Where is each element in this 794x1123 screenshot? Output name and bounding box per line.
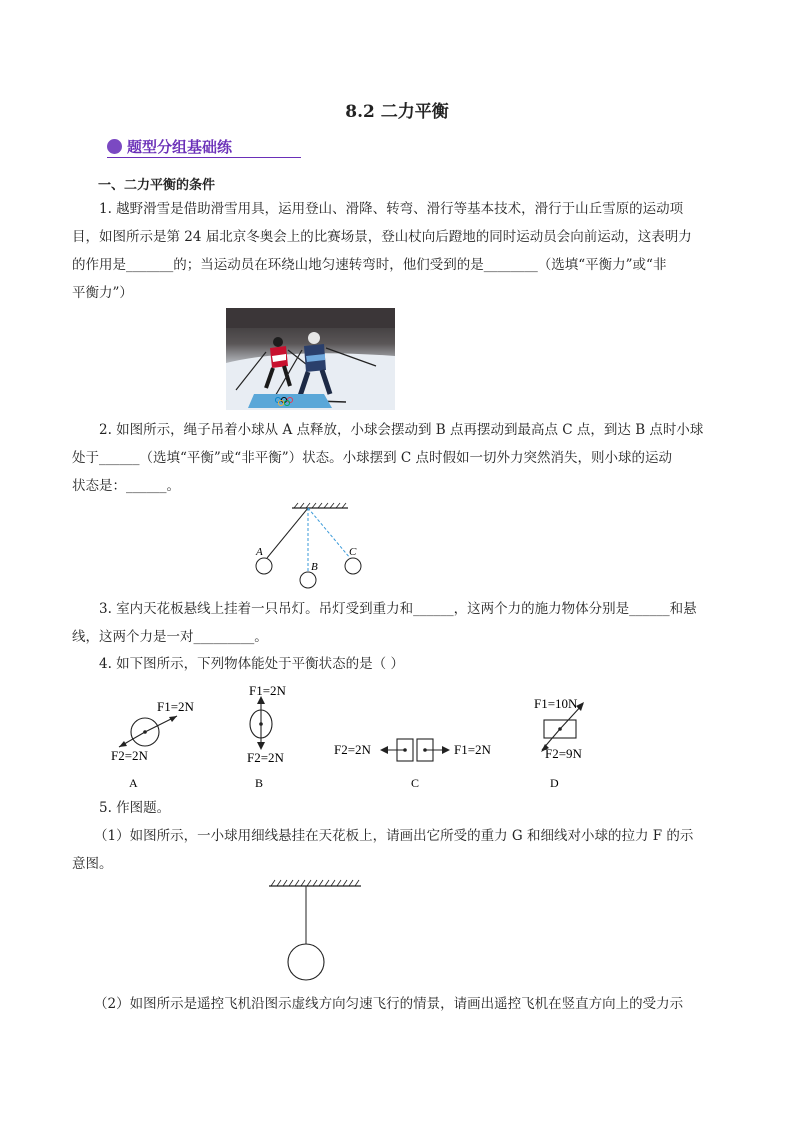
q5-sub1-line2: 意图。 (72, 856, 113, 872)
ball-c (345, 558, 361, 574)
ceiling-hatch (271, 880, 359, 886)
question-4 (72, 650, 722, 678)
option-d-f2: F2=9N (545, 746, 582, 761)
q5-sub2-line1: （2）如图所示是遥控飞机沿图示虚线方向匀速飞行的情景，请画出遥控飞机在竖直方向上的受力示 (94, 996, 684, 1012)
bullet-icon (107, 139, 122, 154)
hanging-ball-figure (265, 876, 365, 986)
label-c: C (349, 546, 357, 558)
section-underline (107, 157, 301, 158)
ski-race-photo (226, 308, 395, 410)
option-b-label: B (255, 776, 264, 790)
option-c-f1: F1=2N (454, 742, 491, 757)
option-b-f1: F1=2N (249, 683, 286, 698)
q1-line2: 目，如图所示是第 24 届北京冬奥会上的比赛场景，登山杖向后蹬地的同时运动员会向前运动，这表明力 (72, 229, 692, 245)
question-5-part-1 (72, 822, 722, 878)
q3-line1: 3. 室内天花板悬线上挂着一只吊灯。吊灯受到重力和______，这两个力的施力物体分别是______和悬 (99, 601, 697, 617)
section-title: 题型分组基础练 (127, 138, 233, 156)
ball (288, 944, 324, 980)
option-d-label: D (550, 776, 559, 790)
option-d-figure (520, 692, 620, 795)
question-5-part-2 (72, 990, 722, 1018)
question-3 (72, 595, 722, 651)
q2-line1: 2. 如图所示，绳子吊着小球从 A 点释放，小球会摆动到 B 点再摆动到最高点 C 点，到达 B 点时小球 (99, 422, 704, 438)
string-a (267, 508, 308, 558)
option-b-f2: F2=2N (247, 750, 284, 765)
ceiling-hatch (294, 503, 346, 508)
ball-b (300, 572, 316, 588)
q1-line3: 的作用是_______的；当运动员在环绕山地匀速转弯时，他们受到的是________（选填“平衡力”或“非 (72, 257, 667, 273)
option-d-f1: F1=10N (534, 696, 578, 711)
q4-line1: 4. 如下图所示，下列物体能处于平衡状态的是（ ） (99, 656, 404, 672)
question-1 (72, 195, 722, 307)
q1-line1: 1. 越野滑雪是借助滑雪用具，运用登山、滑降、转弯、滑行等基本技术，滑行于山丘雪原的运动项 (99, 201, 684, 217)
option-c-f2: F2=2N (334, 742, 371, 757)
ball-a (256, 558, 272, 574)
page-title: 8.2 二力平衡 (345, 102, 449, 122)
label-b: B (311, 561, 318, 573)
option-a-f2: F2=2N (111, 748, 148, 763)
label-a: A (256, 546, 263, 558)
section-header (107, 136, 232, 157)
question-2 (72, 416, 722, 500)
pendulum-figure (240, 500, 380, 600)
string-c (308, 508, 350, 558)
q5-sub1-line1: （1）如图所示，一小球用细线悬挂在天花板上，请画出它所受的重力 G 和细线对小球的拉力 F 的示 (94, 828, 694, 844)
option-c-figure (330, 730, 510, 795)
option-c-label: C (411, 776, 420, 790)
option-b-figure (225, 682, 315, 795)
option-a-f1: F1=2N (157, 699, 194, 714)
sub-heading: 一、二力平衡的条件 (98, 178, 216, 193)
option-a-label: A (129, 776, 138, 790)
q2-line2: 处于______（选填“平衡”或“非平衡”）状态。小球摆到 C 点时假如一切外力突然消失，则小球的运动 (72, 450, 673, 466)
q5-line1: 5. 作图题。 (99, 800, 171, 816)
option-a-figure (105, 690, 215, 795)
q1-line4: 平衡力”） (72, 285, 133, 301)
q2-line3: 状态是：______。 (72, 478, 180, 494)
question-5 (72, 794, 722, 822)
q3-line2: 线，这两个力是一对_________。 (72, 629, 268, 645)
